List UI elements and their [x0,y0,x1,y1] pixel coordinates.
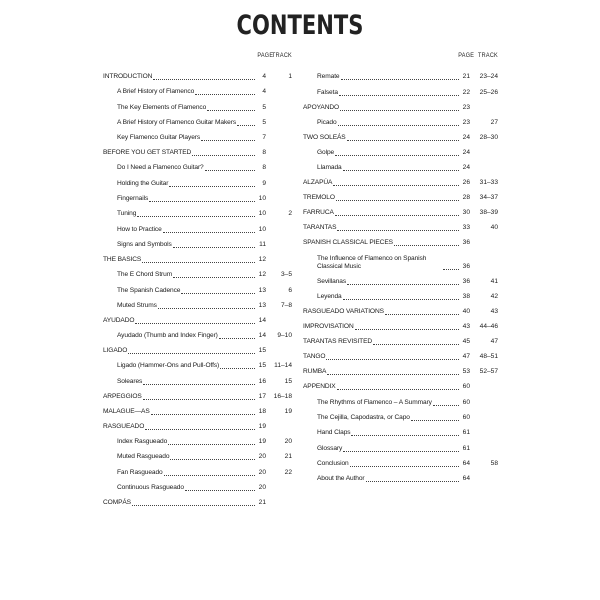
toc-subsection-entry [103,362,292,370]
page-number: 22 [462,88,470,96]
dot-leader [339,94,459,96]
entry-title: The Spanish Cadence [117,286,181,294]
toc-subsection-entry [303,164,498,172]
dot-leader [443,268,459,270]
dot-leader [173,246,255,248]
dot-leader [158,307,255,309]
toc-subsection-entry [303,399,498,407]
entry-title: Key Flamenco Guitar Players [117,134,201,142]
entry-title: The Influence of Flamenco on Spanish Classical Music [317,254,427,270]
page-number: 15 [258,347,266,355]
toc-section-entry [103,499,292,507]
dot-leader [145,428,255,430]
entry-title: APPENDIX [303,383,336,391]
page-number: 14 [258,332,266,340]
page-number: 26 [462,179,470,187]
entry-title: LIGADO [103,347,128,355]
page-number: 16 [258,377,266,385]
dot-leader [343,169,459,171]
track-number: 38–39 [479,209,498,217]
dot-leader [153,78,255,80]
track-number: 23–24 [479,73,498,81]
entry-title: Leyenda [317,293,342,301]
track-number: 34–37 [479,194,498,202]
page-number: 19 [258,438,266,446]
entry-title: RUMBA [303,368,327,376]
toc-subsection-entry [103,469,292,477]
dot-leader [327,373,459,375]
dot-leader [143,398,255,400]
page-number: 7 [262,134,266,142]
dot-leader [366,480,459,482]
page-column-header: PAGE [458,52,475,59]
entry-title: Falseta [317,88,338,96]
toc-column-right [303,52,498,483]
entry-title: ALZAPÚA [303,179,333,187]
toc-subsection-entry [103,180,292,188]
entry-title: RASGUEADO VARIATIONS [303,308,384,316]
entry-title: ARPEGGIOS [103,392,142,400]
dot-leader [347,283,459,285]
track-number: 43 [490,308,498,316]
page-number: 53 [462,368,470,376]
entry-title: INTRODUCTION [103,73,153,80]
dot-leader [355,328,459,330]
toc-section-entry [303,194,498,202]
entry-title: The Key Elements of Flamenco [117,103,207,111]
page-number: 11 [259,240,266,248]
dot-leader [137,215,255,217]
track-number: 3–5 [280,271,292,279]
entry-title: TWO SOLEÁS [303,133,346,141]
entry-title: RASGUEADO [103,422,145,430]
page-number: 21 [258,498,266,506]
entry-title: A Brief History of Flamenco [117,88,195,96]
toc-subsection-entry [103,104,292,112]
entry-title: Picado [317,118,337,126]
entry-title: Continuous Rasgueado [117,483,184,491]
toc-subsection-entry [103,88,292,96]
entry-title: Fan Rasgueado [117,468,163,476]
dot-leader [201,139,255,141]
toc-subsection-entry [103,378,292,386]
toc-section-entry [303,368,498,376]
page-number: 10 [258,195,266,203]
toc-section-entry [103,393,292,401]
dot-leader [207,109,255,111]
page-number: 64 [462,475,470,483]
toc-subsection-entry [303,255,498,271]
page-number: 61 [462,429,470,437]
track-number: 44–46 [479,323,498,331]
entry-title: Muted Rasgueado [117,453,170,461]
page-number: 15 [258,362,266,370]
page-number: 14 [258,316,266,324]
toc-section-entry [303,209,498,217]
entry-title: AYUDADO [103,316,135,324]
track-number: 47 [490,338,498,346]
toc-list-left [103,73,292,507]
toc-section-entry [103,73,292,81]
page-number: 19 [258,422,266,430]
page-number: 43 [462,323,470,331]
toc-subsection-entry [303,475,498,483]
toc-subsection-entry [103,119,292,127]
dot-leader [343,298,459,300]
toc-section-entry [303,224,498,232]
toc-section-entry [303,353,498,361]
dot-leader [164,474,255,476]
page-number: 36 [462,239,470,247]
toc-section-entry [103,149,292,157]
page-number: 5 [262,103,266,111]
page-number: 17 [258,392,266,400]
toc-subsection-entry [303,149,498,157]
dot-leader [185,489,255,491]
dot-leader [385,313,459,315]
entry-title: TARANTAS REVISITED [303,338,373,346]
page-number: 10 [258,225,266,233]
entry-title: APOYANDO [303,103,340,111]
entry-title: Do I Need a Flamenco Guitar? [117,164,204,172]
toc-section-entry [103,317,292,325]
track-number: 20 [284,438,292,446]
track-number: 31–33 [479,179,498,187]
page-title: CONTENTS [236,10,364,41]
page-number: 28 [462,194,470,202]
entry-title: The E Chord Strum [117,271,173,279]
dot-leader [373,343,459,345]
page-number: 13 [258,301,266,309]
page-number: 10 [258,210,266,218]
page-number: 20 [258,453,266,461]
toc-subsection-entry [103,195,292,203]
dot-leader [338,124,459,126]
track-number: 1 [288,73,292,80]
dot-leader [335,154,459,156]
dot-leader [195,93,255,95]
dot-leader [336,199,459,201]
dot-leader [149,200,255,202]
dot-leader [151,413,255,415]
dot-leader [340,109,459,111]
toc-subsection-entry [103,226,292,234]
toc-subsection-entry [103,453,292,461]
dot-leader [135,322,255,324]
page-number: 4 [262,88,266,96]
page-number: 36 [462,262,470,270]
page-number: 60 [462,398,470,406]
page-number: 8 [262,149,266,157]
dot-leader [341,78,460,80]
dot-leader [128,352,255,354]
entry-title: A Brief History of Flamenco Guitar Makers [117,118,237,126]
entry-title: About the Author [317,475,365,483]
toc-section-entry [303,308,498,316]
dot-leader [168,443,255,445]
toc-subsection-entry [103,302,292,310]
page-number: 40 [462,308,470,316]
page-number: 33 [462,224,470,232]
dot-leader [433,404,459,406]
track-number: 58 [490,459,498,467]
page-number: 30 [462,209,470,217]
entry-title: THE BASICS [103,255,142,263]
toc-subsection-entry [103,164,292,172]
page-number: 23 [462,103,470,111]
dot-leader [343,450,459,452]
track-number: 22 [284,468,292,476]
page-number: 9 [262,179,266,187]
entry-title: TARANTAS [303,224,337,232]
entry-title: Sevillanas [317,278,347,286]
dot-leader [163,231,255,233]
entry-title: MALAGUE—AS [103,407,150,415]
track-number: 19 [284,407,292,415]
track-number: 2 [288,210,292,218]
toc-subsection-entry [103,332,292,340]
dot-leader [205,169,255,171]
entry-title: COMPÁS [103,498,131,506]
toc-section-entry [303,179,498,187]
dot-leader [326,358,459,360]
track-number: 27 [490,118,498,126]
toc-section-entry [103,347,292,355]
track-number: 9–10 [277,332,292,340]
toc-subsection-entry [303,460,498,468]
page-number: 21 [462,73,470,81]
page-number: 24 [462,149,470,157]
toc-subsection-entry [103,134,292,142]
track-number: 15 [284,377,292,385]
toc-section-entry [303,134,498,142]
toc-subsection-entry [303,119,498,127]
toc-subsection-entry [303,89,498,97]
dot-leader [173,276,255,278]
track-number: 52–57 [479,368,498,376]
toc-section-entry [103,408,292,416]
entry-title: Hand Claps [317,429,351,437]
dot-leader [169,185,255,187]
toc-list-right [303,73,498,483]
entry-title: Holding the Guitar [117,179,169,187]
toc-section-entry [303,323,498,331]
entry-title: Llamada [317,164,342,172]
page-number: 20 [258,468,266,476]
page-column-header: PAGE [257,52,274,59]
toc-section-entry [303,239,498,247]
toc-subsection-entry [303,414,498,422]
page-number: 20 [258,483,266,491]
dot-leader [337,388,459,390]
dot-leader [351,434,459,436]
entry-title: Ligado (Hammer-Ons and Pull-Offs) [117,362,220,370]
toc-subsection-entry [303,293,498,301]
page-number: 12 [258,255,266,263]
page-number: 12 [258,271,266,279]
dot-leader [394,244,459,246]
toc-subsection-entry [103,210,292,218]
dot-leader [411,419,459,421]
entry-title: Glossary [317,444,343,452]
page-number: 5 [262,118,266,126]
page-number: 38 [462,293,470,301]
entry-title: Tuning [117,210,137,218]
page-number: 61 [462,444,470,452]
dot-leader [333,184,459,186]
dot-leader [220,367,255,369]
track-number: 25–26 [479,88,498,96]
toc-subsection-entry [103,438,292,446]
entry-title: IMPROVISATION [303,323,354,331]
page-number: 13 [258,286,266,294]
toc-subsection-entry [303,429,498,437]
dot-leader [170,458,255,460]
entry-title: TREMOLO [303,194,335,202]
entry-title: TANGO [303,353,326,361]
dot-leader [143,383,255,385]
dot-leader [132,504,255,506]
entry-title: SPANISH CLASSICAL PIECES [303,239,393,247]
dot-leader [142,261,255,263]
entry-title: Muted Strums [117,301,157,309]
dot-leader [337,229,459,231]
toc-subsection-entry [103,484,292,492]
dot-leader [335,214,459,216]
dot-leader [219,337,255,339]
toc-subsection-entry [303,73,498,81]
page-number: 18 [258,407,266,415]
track-column-header: TRACK [271,52,292,59]
dot-leader [350,465,459,467]
entry-title: Soleares [117,377,143,385]
toc-subsection-entry [103,241,292,249]
track-number: 16–18 [273,392,292,400]
dot-leader [192,154,255,156]
toc-subsection-entry [103,287,292,295]
page-number: 24 [462,133,470,141]
page-number: 60 [462,383,470,391]
track-number: 21 [284,453,292,461]
entry-title: Index Rasgueado [117,438,168,446]
column-header [332,52,498,66]
entry-title: BEFORE YOU GET STARTED [103,149,192,157]
column-header [131,52,292,66]
track-number: 42 [490,293,498,301]
page-number: 24 [462,164,470,172]
entry-title: Remate [317,73,340,81]
entry-title: Fingernails [117,195,149,203]
entry-title: The Cejilla, Capodastra, or Capo [317,413,410,421]
toc-section-entry [103,256,292,264]
toc-subsection-entry [303,278,498,286]
page-number: 47 [462,353,470,361]
entry-title: Golpe [317,149,335,157]
page-number: 60 [462,413,470,421]
toc-subsection-entry [103,271,292,279]
track-number: 48–51 [479,353,498,361]
page-number: 4 [262,73,266,80]
page-number: 45 [462,338,470,346]
track-number: 11–14 [274,362,292,370]
track-number: 7–8 [280,301,292,309]
toc-section-entry [103,423,292,431]
track-number: 40 [490,224,498,232]
toc-section-entry [303,338,498,346]
toc-subsection-entry [303,445,498,453]
toc-section-entry [303,104,498,112]
track-column-header: TRACK [477,52,498,59]
dot-leader [181,292,255,294]
track-number: 41 [490,278,498,286]
entry-title: The Rhythms of Flamenco – A Summary [317,398,432,406]
dot-leader [347,139,459,141]
track-number: 6 [288,286,292,294]
toc-section-entry [303,383,498,391]
entry-title: Signs and Symbols [117,240,172,248]
toc-column-left [103,52,292,507]
entry-title: Ayudado (Thumb and Index Finger) [117,332,218,340]
page-number: 8 [262,164,266,172]
entry-title: FARRUCA [303,209,334,217]
entry-title: Conclusion [317,459,349,467]
page-number: 36 [462,278,470,286]
page-number: 64 [462,459,470,467]
dot-leader [237,124,255,126]
page-number: 23 [462,118,470,126]
track-number: 28–30 [479,133,498,141]
entry-title: How to Practice [117,225,162,233]
